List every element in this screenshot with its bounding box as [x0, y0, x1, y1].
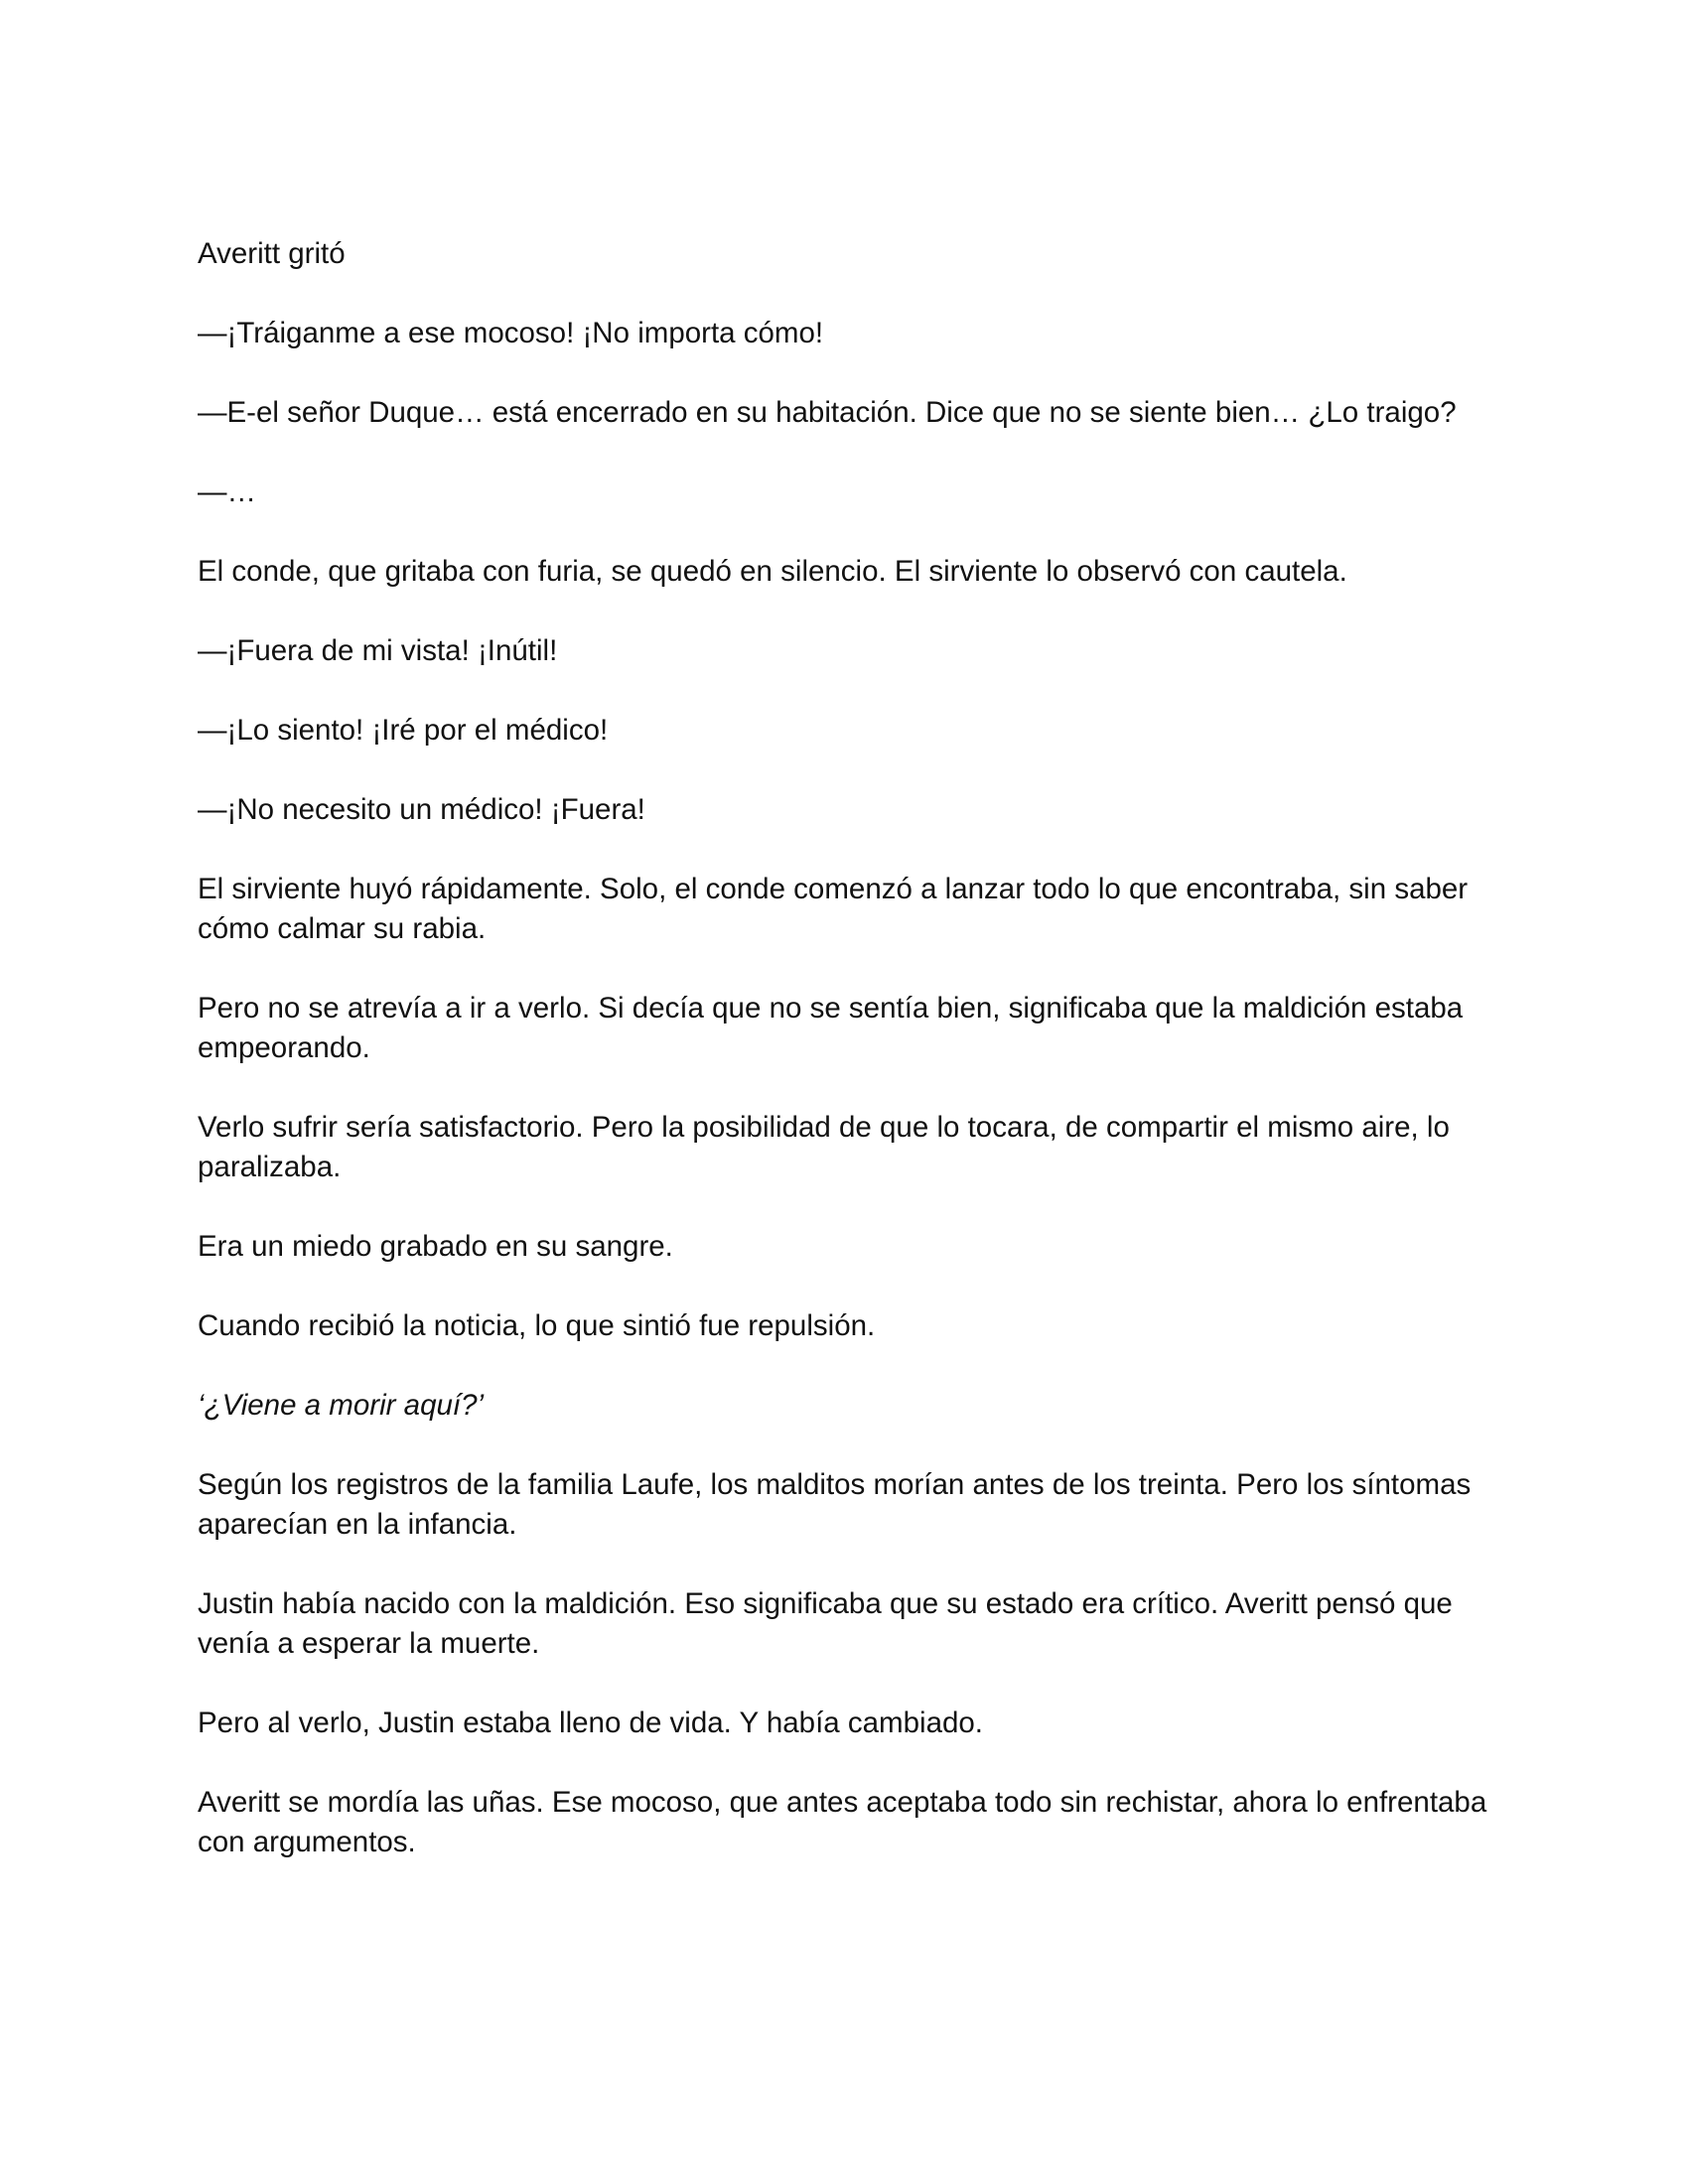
paragraph-narration: El conde, que gritaba con furia, se quedó en silencio. El sirviente lo observó con cautela.	[198, 555, 1347, 588]
paragraph-narration: Averitt se mordía las uñas. Ese mocoso, que antes aceptaba todo sin rechistar, ahora lo enfrentaba con argumentos.	[198, 1786, 1487, 1858]
paragraph-narration: Cuando recibió la noticia, lo que sintió fue repulsión.	[198, 1309, 876, 1342]
paragraph-thought: ‘¿Viene a morir aquí?’	[198, 1389, 485, 1422]
paragraph-dialogue: —E-el señor Duque… está encerrado en su habitación. Dice que no se siente bien… ¿Lo traigo?	[198, 396, 1457, 429]
paragraph-dialogue: —¡Lo siento! ¡Iré por el médico!	[198, 714, 609, 747]
paragraph-narration: Verlo sufrir sería satisfactorio. Pero la posibilidad de que lo tocara, de compartir el mismo aire, lo paralizaba.	[198, 1111, 1450, 1183]
paragraph-narration: Pero no se atrevía a ir a verlo. Si decía que no se sentía bien, significaba que la maldición estaba empeorando.	[198, 992, 1464, 1064]
paragraph-dialogue: —¡No necesito un médico! ¡Fuera!	[198, 793, 645, 826]
paragraph-dialogue: —¡Fuera de mi vista! ¡Inútil!	[198, 634, 558, 667]
paragraph-narration: Averitt gritó	[198, 237, 346, 270]
paragraph-narration: Justin había nacido con la maldición. Eso significaba que su estado era crítico. Averitt pensó que venía a esperar la muerte.	[198, 1587, 1453, 1660]
document-body	[198, 234, 1488, 1902]
paragraph-narration: El sirviente huyó rápidamente. Solo, el conde comenzó a lanzar todo lo que encontraba, sin saber cómo calmar su rabia.	[198, 873, 1469, 945]
paragraph-narration: Pero al verlo, Justin estaba lleno de vida. Y había cambiado.	[198, 1706, 983, 1739]
paragraph-dialogue: —…	[198, 476, 256, 508]
paragraph-dialogue: —¡Tráiganme a ese mocoso! ¡No importa cómo!	[198, 317, 824, 349]
paragraph-narration: Era un miedo grabado en su sangre.	[198, 1230, 673, 1263]
paragraph-narration: Según los registros de la familia Laufe, los malditos morían antes de los treinta. Pero los síntomas aparecían en la infancia.	[198, 1468, 1472, 1541]
